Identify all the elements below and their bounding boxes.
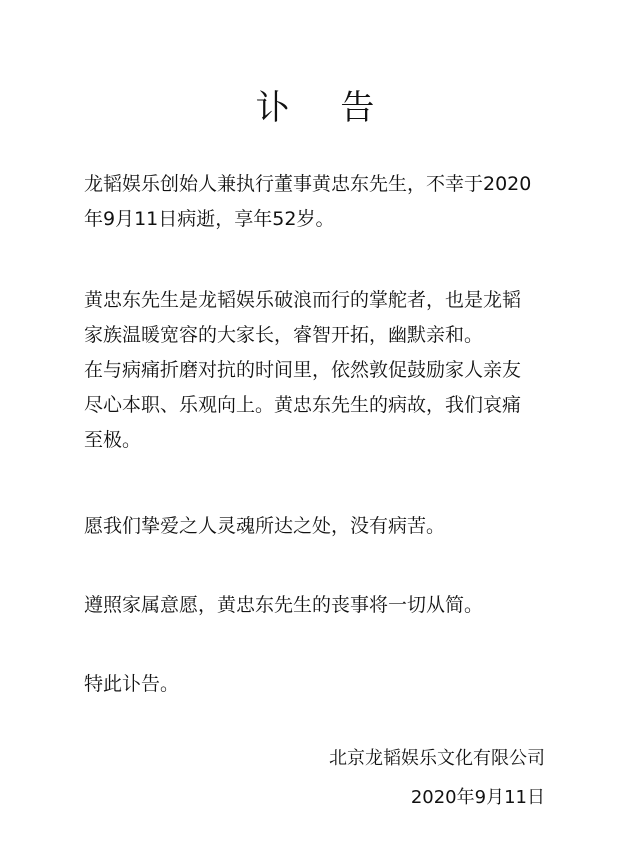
paragraph-line: 尽心本职、乐观向上。黄忠东先生的病故，我们哀痛 — [84, 394, 522, 416]
document-title: 讣 告 — [255, 88, 395, 128]
paragraph-line: 至极。 — [84, 429, 142, 451]
signature-date: 2020年9月11日 — [410, 787, 545, 808]
paragraph-line: 龙韬娱乐创始人兼执行董事黄忠东先生，不幸于2020 — [84, 173, 532, 195]
paragraph-line: 在与病痛折磨对抗的时间里，依然敦促鼓励家人亲友 — [84, 359, 522, 381]
paragraph-line: 愿我们挚爱之人灵魂所达之处，没有病苦。 — [84, 515, 446, 537]
paragraph-announcement — [84, 167, 554, 237]
paragraph-line: 特此讣告。 — [84, 673, 180, 695]
paragraph-tribute — [84, 283, 554, 458]
paragraph-line: 年9月11日病逝，享年52岁。 — [84, 208, 335, 230]
paragraph-funeral — [84, 588, 554, 623]
paragraph-line: 黄忠东先生是龙韬娱乐破浪而行的掌舵者，也是龙韬 — [84, 289, 522, 311]
signature-company: 北京龙韬娱乐文化有限公司 — [329, 748, 545, 769]
paragraph-closing — [84, 667, 554, 702]
paragraph-line: 家族温暖宽容的大家长，睿智开拓，幽默亲和。 — [84, 324, 484, 346]
paragraph-wish — [84, 509, 554, 544]
paragraph-line: 遵照家属意愿，黄忠东先生的丧事将一切从简。 — [84, 594, 484, 616]
